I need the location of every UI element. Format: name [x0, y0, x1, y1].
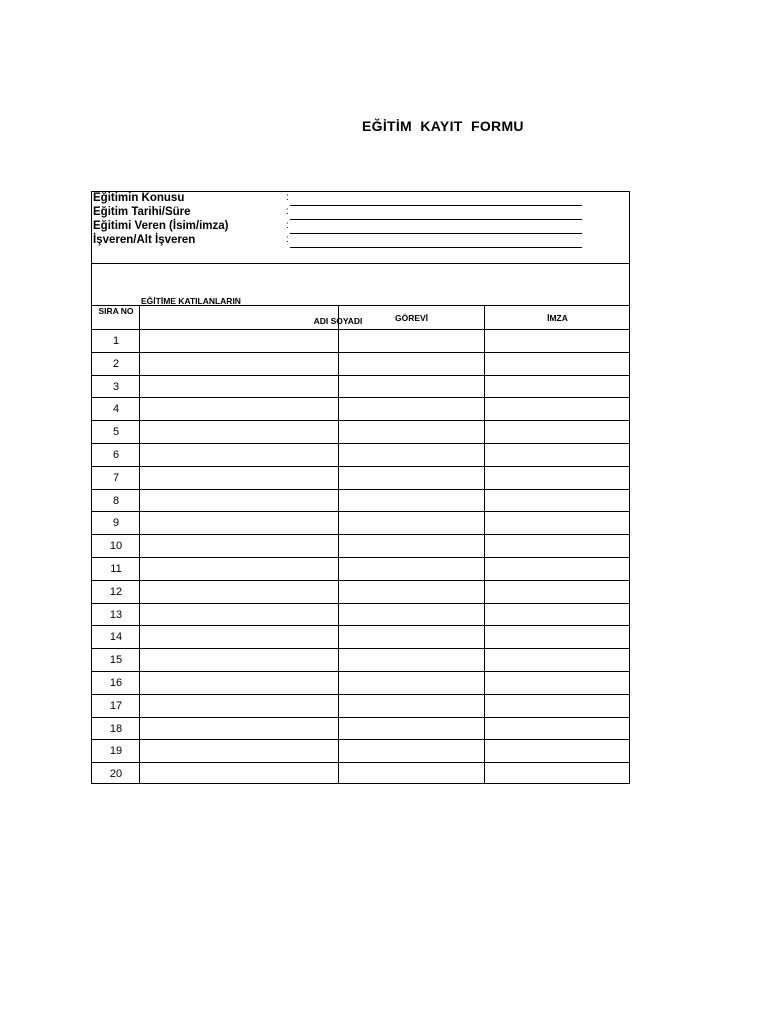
row-number: 20: [109, 768, 123, 781]
row-number: 17: [109, 699, 123, 712]
row-number: 12: [109, 585, 123, 598]
table-row-line: [92, 443, 629, 444]
row-number: 5: [112, 426, 120, 439]
table-row-line: [92, 420, 629, 421]
table-row-line: [92, 603, 629, 604]
field-input-topic[interactable]: [290, 205, 582, 206]
table-row-line: [92, 466, 629, 467]
field-colon: :: [286, 206, 289, 217]
header-role: GÖREVİ: [394, 313, 429, 323]
field-label-topic: Eğitimin Konusu: [93, 192, 185, 204]
table-row-line: [92, 511, 629, 512]
row-number: 9: [112, 517, 120, 530]
row-number: 13: [109, 608, 123, 621]
form-title: EĞİTİM KAYIT FORMU: [362, 118, 524, 134]
row-number: 10: [109, 540, 123, 553]
table-row-line: [92, 489, 629, 490]
table-row-line: [92, 671, 629, 672]
table-row-line: [92, 648, 629, 649]
section-divider: [92, 263, 629, 264]
field-colon: :: [286, 192, 289, 203]
field-label-date: Eğitim Tarihi/Süre: [93, 206, 191, 218]
row-number: 7: [112, 471, 120, 484]
table-row-line: [92, 557, 629, 558]
col-divider-role: [484, 305, 485, 784]
field-colon: :: [286, 220, 289, 231]
row-number: 3: [112, 380, 120, 393]
row-number: 15: [109, 654, 123, 667]
table-row-line: [92, 534, 629, 535]
table-row-line: [92, 694, 629, 695]
table-row-line: [92, 762, 629, 763]
registration-form: [91, 191, 630, 784]
table-row-line: [92, 375, 629, 376]
row-number: 4: [112, 403, 120, 416]
table-row-line: [92, 625, 629, 626]
row-number: 19: [109, 745, 123, 758]
table-row-line: [92, 739, 629, 740]
table-top-line: [92, 305, 629, 306]
field-input-trainer[interactable]: [290, 233, 582, 234]
table-row-line: [92, 580, 629, 581]
field-label-trainer: Eğitimi Veren (İsim/imza): [93, 220, 229, 232]
field-colon: :: [286, 234, 289, 245]
row-number: 2: [112, 357, 120, 370]
row-number: 18: [109, 722, 123, 735]
field-input-date[interactable]: [290, 219, 582, 220]
row-number: 11: [110, 563, 122, 575]
table-row-line: [92, 352, 629, 353]
table-row-line: [92, 397, 629, 398]
row-number: 6: [112, 449, 120, 461]
header-sign: İMZA: [547, 313, 568, 323]
row-number: 16: [109, 677, 123, 689]
row-number: 14: [109, 631, 123, 644]
field-input-employer[interactable]: [290, 247, 582, 248]
col-divider-name: [338, 305, 339, 784]
table-row-line: [92, 329, 629, 330]
header-name-text: ADI SOYADI: [313, 316, 363, 326]
header-sira-no: SIRA NO: [98, 306, 134, 316]
header-participants: EĞİTİME KATILANLARIN: [141, 296, 241, 306]
row-number: 1: [112, 335, 120, 347]
row-number: 8: [112, 494, 120, 507]
field-label-employer: İşveren/Alt İşveren: [93, 234, 196, 246]
table-row-line: [92, 717, 629, 718]
